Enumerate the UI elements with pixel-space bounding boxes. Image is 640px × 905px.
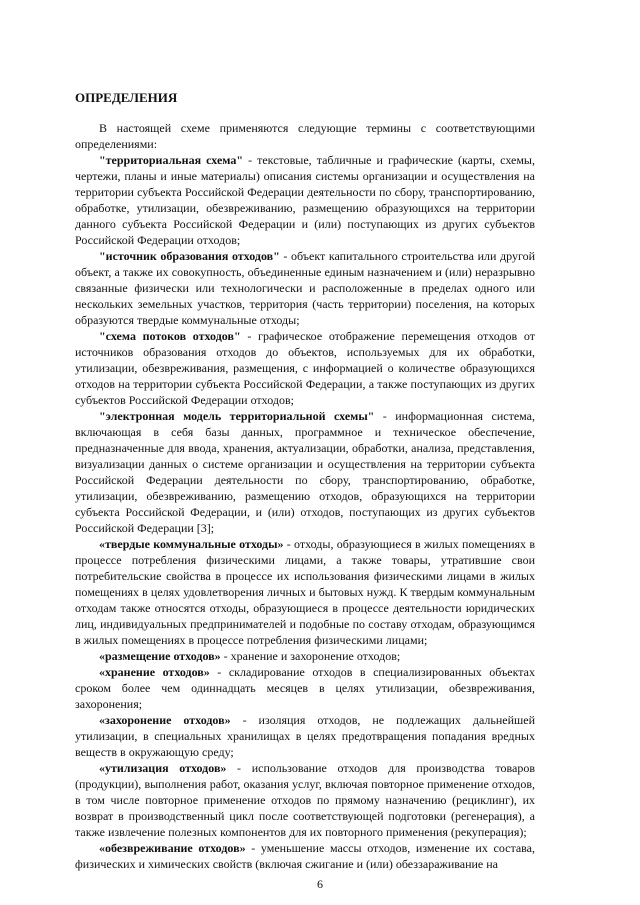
definition-text: - информационная система, включающая в себя базы данных, программное и техническое обеспечение, предназначенные для ввода, хранения, актуализации, обработки, анализа, представления, визуализации данных о системе организации и осуществления на территории субъекта Российской Федерации деятельности по сбору, транспортированию, обработке, утилизации, обезвреживанию, размещению отходов, образующихся на территории субъекта Российской Федерации, и (или) отходов, поступающих из других субъектов Российской Федерации [3];	[75, 409, 535, 535]
section-heading: ОПРЕДЕЛЕНИЯ	[75, 90, 178, 105]
definition-paragraph	[75, 248, 535, 328]
definition-term: «размещение отходов»	[99, 649, 221, 663]
definition-term: "электронная модель территориальной схемы"	[99, 409, 375, 423]
page-number: 6	[317, 877, 323, 891]
definition-paragraph	[75, 152, 535, 248]
definition-term: "схема потоков отходов"	[99, 329, 241, 343]
definition-paragraph	[75, 328, 535, 408]
definition-text: - отходы, образующиеся в жилых помещениях в процессе потребления физическими лицами, а также товары, утратившие свои потребительские свойства в процессе их использования физическими лицами в жилых помещениях в целях удовлетворения личных и бытовых нужд. К твердым коммунальным отходам также относятся отходы, образующиеся в процессе деятельности юридических лиц, индивидуальных предпринимателей и подобные по составу отходам, образующимся в жилых помещениях в процессе потребления физическими лицами;	[75, 537, 535, 647]
definition-text: - складирование отходов в специализированных объектах сроком более чем одиннадцать месяцев в целях утилизации, обезвреживания, захоронения;	[75, 665, 535, 711]
definition-paragraph	[75, 712, 535, 760]
definition-term: «захоронение отходов»	[99, 713, 231, 727]
definition-paragraph	[75, 664, 535, 712]
definition-term: «обезвреживание отходов»	[99, 841, 246, 855]
definition-text: - изоляция отходов, не подлежащих дальнейшей утилизации, в специальных хранилищах в целях предотвращения попадания вредных веществ в окружающую среду;	[75, 713, 535, 759]
definition-term: «хранение отходов»	[99, 665, 210, 679]
definition-text: - хранение и захоронение отходов;	[220, 649, 401, 663]
intro-paragraph: В настоящей схеме применяются следующие термины с соответствующими определениями:	[75, 121, 535, 151]
definition-text: - текстовые, табличные и графические (карты, схемы, чертежи, планы и иные материалы) описания системы организации и осуществления на территории субъекта Российской Федерации деятельности по сбору, транспортированию, обработке, утилизации, обезвреживанию, размещению образующихся на территории данного субъекта Российской Федерации и (или) поступающих из других субъектов Российской Федерации отходов;	[75, 153, 535, 247]
definition-term: «твердые коммунальные отходы»	[99, 537, 284, 551]
definition-paragraph	[75, 760, 535, 840]
definition-text: - графическое отображение перемещения отходов от источников образования отходов до объектов, используемых для их обработки, утилизации, обезвреживания, размещения, с информацией о количестве образующихся отходов на территории субъекта Российской Федерации, а также поступающих из других субъектов Российской Федерации отходов;	[75, 329, 535, 407]
definition-text: - использование отходов для производства товаров (продукции), выполнения работ, оказания услуг, включая повторное применение отходов, в том числе повторное применение отходов по прямому назначению (рециклинг), их возврат в производственный цикл после соответствующей подготовки (регенерация), а также извлечение полезных компонентов для их повторного применения (рекуперация);	[75, 761, 535, 839]
definition-paragraph	[75, 536, 535, 648]
definition-paragraph	[75, 840, 535, 872]
definition-term: "источник образования отходов"	[99, 249, 280, 263]
definition-term: "территориальная схема"	[99, 153, 244, 167]
definition-term: «утилизация отходов»	[99, 761, 227, 775]
definition-paragraph	[75, 408, 535, 536]
definition-paragraph	[75, 648, 535, 664]
definition-text: - уменьшение массы отходов, изменение их состава, физических и химических свойств (включая сжигание и (или) обеззараживание на	[75, 841, 536, 871]
definition-text: - объект капитального строительства или другой объект, а также их совокупность, объединенные единым назначением и (или) неразрывно связанные физически или технологически и расположенные в пределах одного или нескольких земельных участков, территория (часть территории) поселения, на которых образуются твердые коммунальные отходы;	[75, 249, 535, 327]
document-body	[75, 90, 535, 872]
